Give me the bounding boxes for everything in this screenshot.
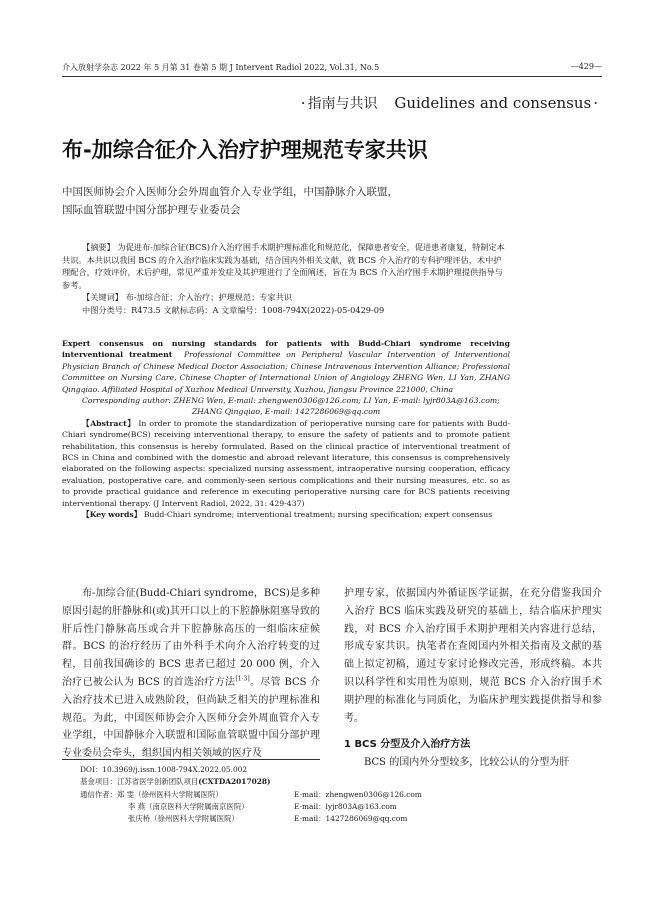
section-dot-right: ·	[593, 94, 598, 112]
section-en: Guidelines and consensus	[394, 94, 592, 112]
english-title: Expert consensus on nursing standards for patients with Budd-Chiari syndrome receiving interventional treatment	[62, 339, 510, 360]
doi-line: DOI：10.3969/j.issn.1008-794X.2022.05.002	[80, 765, 248, 774]
corr-person-2: 李 燕（南京医科大学附属南京医院）	[128, 801, 249, 811]
english-affiliation: Professional Committee on Peripheral Vascular Intervention of Interventional Physician Branch of Chinese Medical Doctor Association; Chinese Intravenous Intervention Alliance; Professional Committee on Nursing Care, Chinese Chapter of International Union of Angiology ZHENG Wen, LI Yan, ZHANG Qingqiao. Affiliated Hospital of Xuzhou Medical University, Xuzhou, Jiangsu Province 221000, China	[62, 350, 511, 394]
corresponding-2: ZHANG Qingqiao, E-mail: 1427286069@qq.com	[191, 407, 381, 417]
abstract-cn-text: 为促进布-加综合征(BCS)介入治疗围手术期护理标准化和规范化，保障患者安全，促进患者康复，特制定本共识。本共识以我国 BCS 的介入治疗临床实践为基础，结合国内外相关文献，就 BCS 介入治疗的专科护理评估，术中护理配合，疗效评价，术后护理，常见严重并发症及其护理进行了全面阐述，旨在为 BCS 介入治疗围手术期护理提供指导与参考。	[62, 242, 505, 290]
abstract-cn-label: 【摘要】	[82, 242, 115, 252]
body-col2-paragraph-2: BCS 的国内外分型较多，比较公认的分型为肝	[364, 757, 570, 769]
body-intro-a: 布-加综合征(Budd-Chiari syndrome，BCS)是多种原因引起的肝静脉和(或)其开口以上的下腔静脉阻塞导致的肝后性门静脉高压或合并下腔静脉高压的一组临床症候群。BCS 的治疗经历了由外科手术向介入治疗转变的过程，目前我国确诊的 BCS 患者已超过 20 000 例，介入治疗已被公认为 BCS 的首选治疗方法	[62, 588, 320, 688]
keywords-cn: 布-加综合征；介入治疗；护理规范；专家共识	[125, 292, 293, 302]
author-groups	[62, 183, 398, 219]
page-number: —429—	[570, 62, 602, 71]
fund-line	[80, 776, 600, 788]
body-column-left	[62, 585, 320, 763]
corr-person-3: 张庆桥（徐州医科大学附属医院）	[128, 814, 239, 824]
corr-person-1: 通信作者：郑 雯（徐州医科大学附属医院）	[80, 789, 223, 799]
chinese-abstract	[62, 241, 508, 316]
body-intro-b: 。尽管 BCS 介入治疗技术已进入成熟阶段，但尚缺乏相关的护理标准和规范。为此，中国医师协会介入医师分会外周血管介入专业学组，中国静脉介入联盟和国际血管联盟中国分部护理专业委员会牵头，组织国内相关领域的医疗及	[62, 676, 320, 760]
keywords-en-label: 【Key words】	[82, 510, 142, 520]
corresponding-1: Corresponding author: ZHENG Wen, E-mail: zhengwen0306@126.com; LI Yan, E-mail: lyjr803A@163.com;	[82, 396, 500, 406]
section-cn: 指南与共识	[307, 96, 378, 112]
body-col2-paragraph: 护理专家，依据国内外循证医学证据，在充分借鉴我国介入治疗 BCS 临床实践及研究的基础上，结合临床护理实践，对 BCS 介入治疗围手术期护理相关内容进行总结，形成专家共识。执笔者在查阅国内外相关指南及文献的基础上拟定初稿，通过专家讨论修改完善，形成终稿。本共识以科学性和实用性为原则，规范 BCS 介入治疗围手术期护理的标准化与同质化，为临床护理实践提供指导和参考。	[344, 588, 602, 724]
journal-citation: 介入放射学杂志 2022 年 5 月第 31 卷第 5 期 J Intervent Radiol 2022, Vol.31, No.5	[62, 63, 380, 72]
english-abstract	[62, 338, 510, 521]
corr-email-1: E-mail：zhengwen0306@126.com	[294, 789, 422, 799]
footnotes	[80, 764, 600, 825]
footnote-rule	[62, 759, 320, 760]
keywords-cn-label: 【关键词】	[82, 292, 123, 302]
abstract-en-label: 【Abstract】	[82, 418, 136, 428]
section-label	[299, 93, 600, 113]
body-column-right	[344, 585, 602, 772]
abstract-en-text: In order to promote the standardization of perioperative nursing care for patients with Budd-Chiari syndrome(BCS) receiving interventional therapy, to ensure the safety of patients and to promote patient rehabilitation, this consensus is hereby formulated. Based on the clinical practice of interventional treatment of BCS in China and combined with the domestic and abroad relevant literature, this consensus is comprehensively elaborated on the following aspects: specialized nursing assessment, intraoperative nursing cooperation, efficacy evaluation, postoperative care, and commonly-seen serious complications and their nursing measures, etc. so as to provide practical guidance and reference in executing perioperative nursing care for BCS patients receiving interventional therapy. (J Intervent Radiol, 2022, 31: 429-437)	[62, 418, 511, 508]
corresponding-row-1	[80, 789, 600, 801]
classification-line: 中图分类号：R473.5 文献标志码：A 文章编号：1008-794X(2022)-05-0429-09	[82, 304, 385, 315]
section-dot-left: ·	[300, 94, 306, 112]
corr-email-2: E-mail：lyjr803A@163.com	[294, 801, 397, 811]
article-title: 布-加综合征介入治疗护理规范专家共识	[62, 138, 428, 162]
citation-ref: [1-3]	[235, 675, 250, 683]
header-rule	[62, 76, 602, 77]
corresponding-row-3	[80, 813, 600, 825]
corresponding-row-2	[80, 801, 600, 813]
corr-email-3: E-mail：1427286069@qq.com	[294, 814, 408, 824]
fund-label: 基金项目：江苏省医学创新团队项目	[80, 777, 199, 787]
keywords-en: Budd-Chiari syndrome; interventional treatment; nursing specification; expert consensus	[143, 510, 493, 520]
fund-code: (CXTDA2017028)	[198, 777, 271, 787]
author-line-2: 国际血管联盟中国分部护理专业委员会	[62, 204, 241, 216]
section-heading-1: 1 BCS 分型及介入治疗方法	[344, 739, 471, 751]
author-line-1: 中国医师协会介入医师分会外周血管介入专业学组，中国静脉介入联盟，	[62, 186, 398, 198]
